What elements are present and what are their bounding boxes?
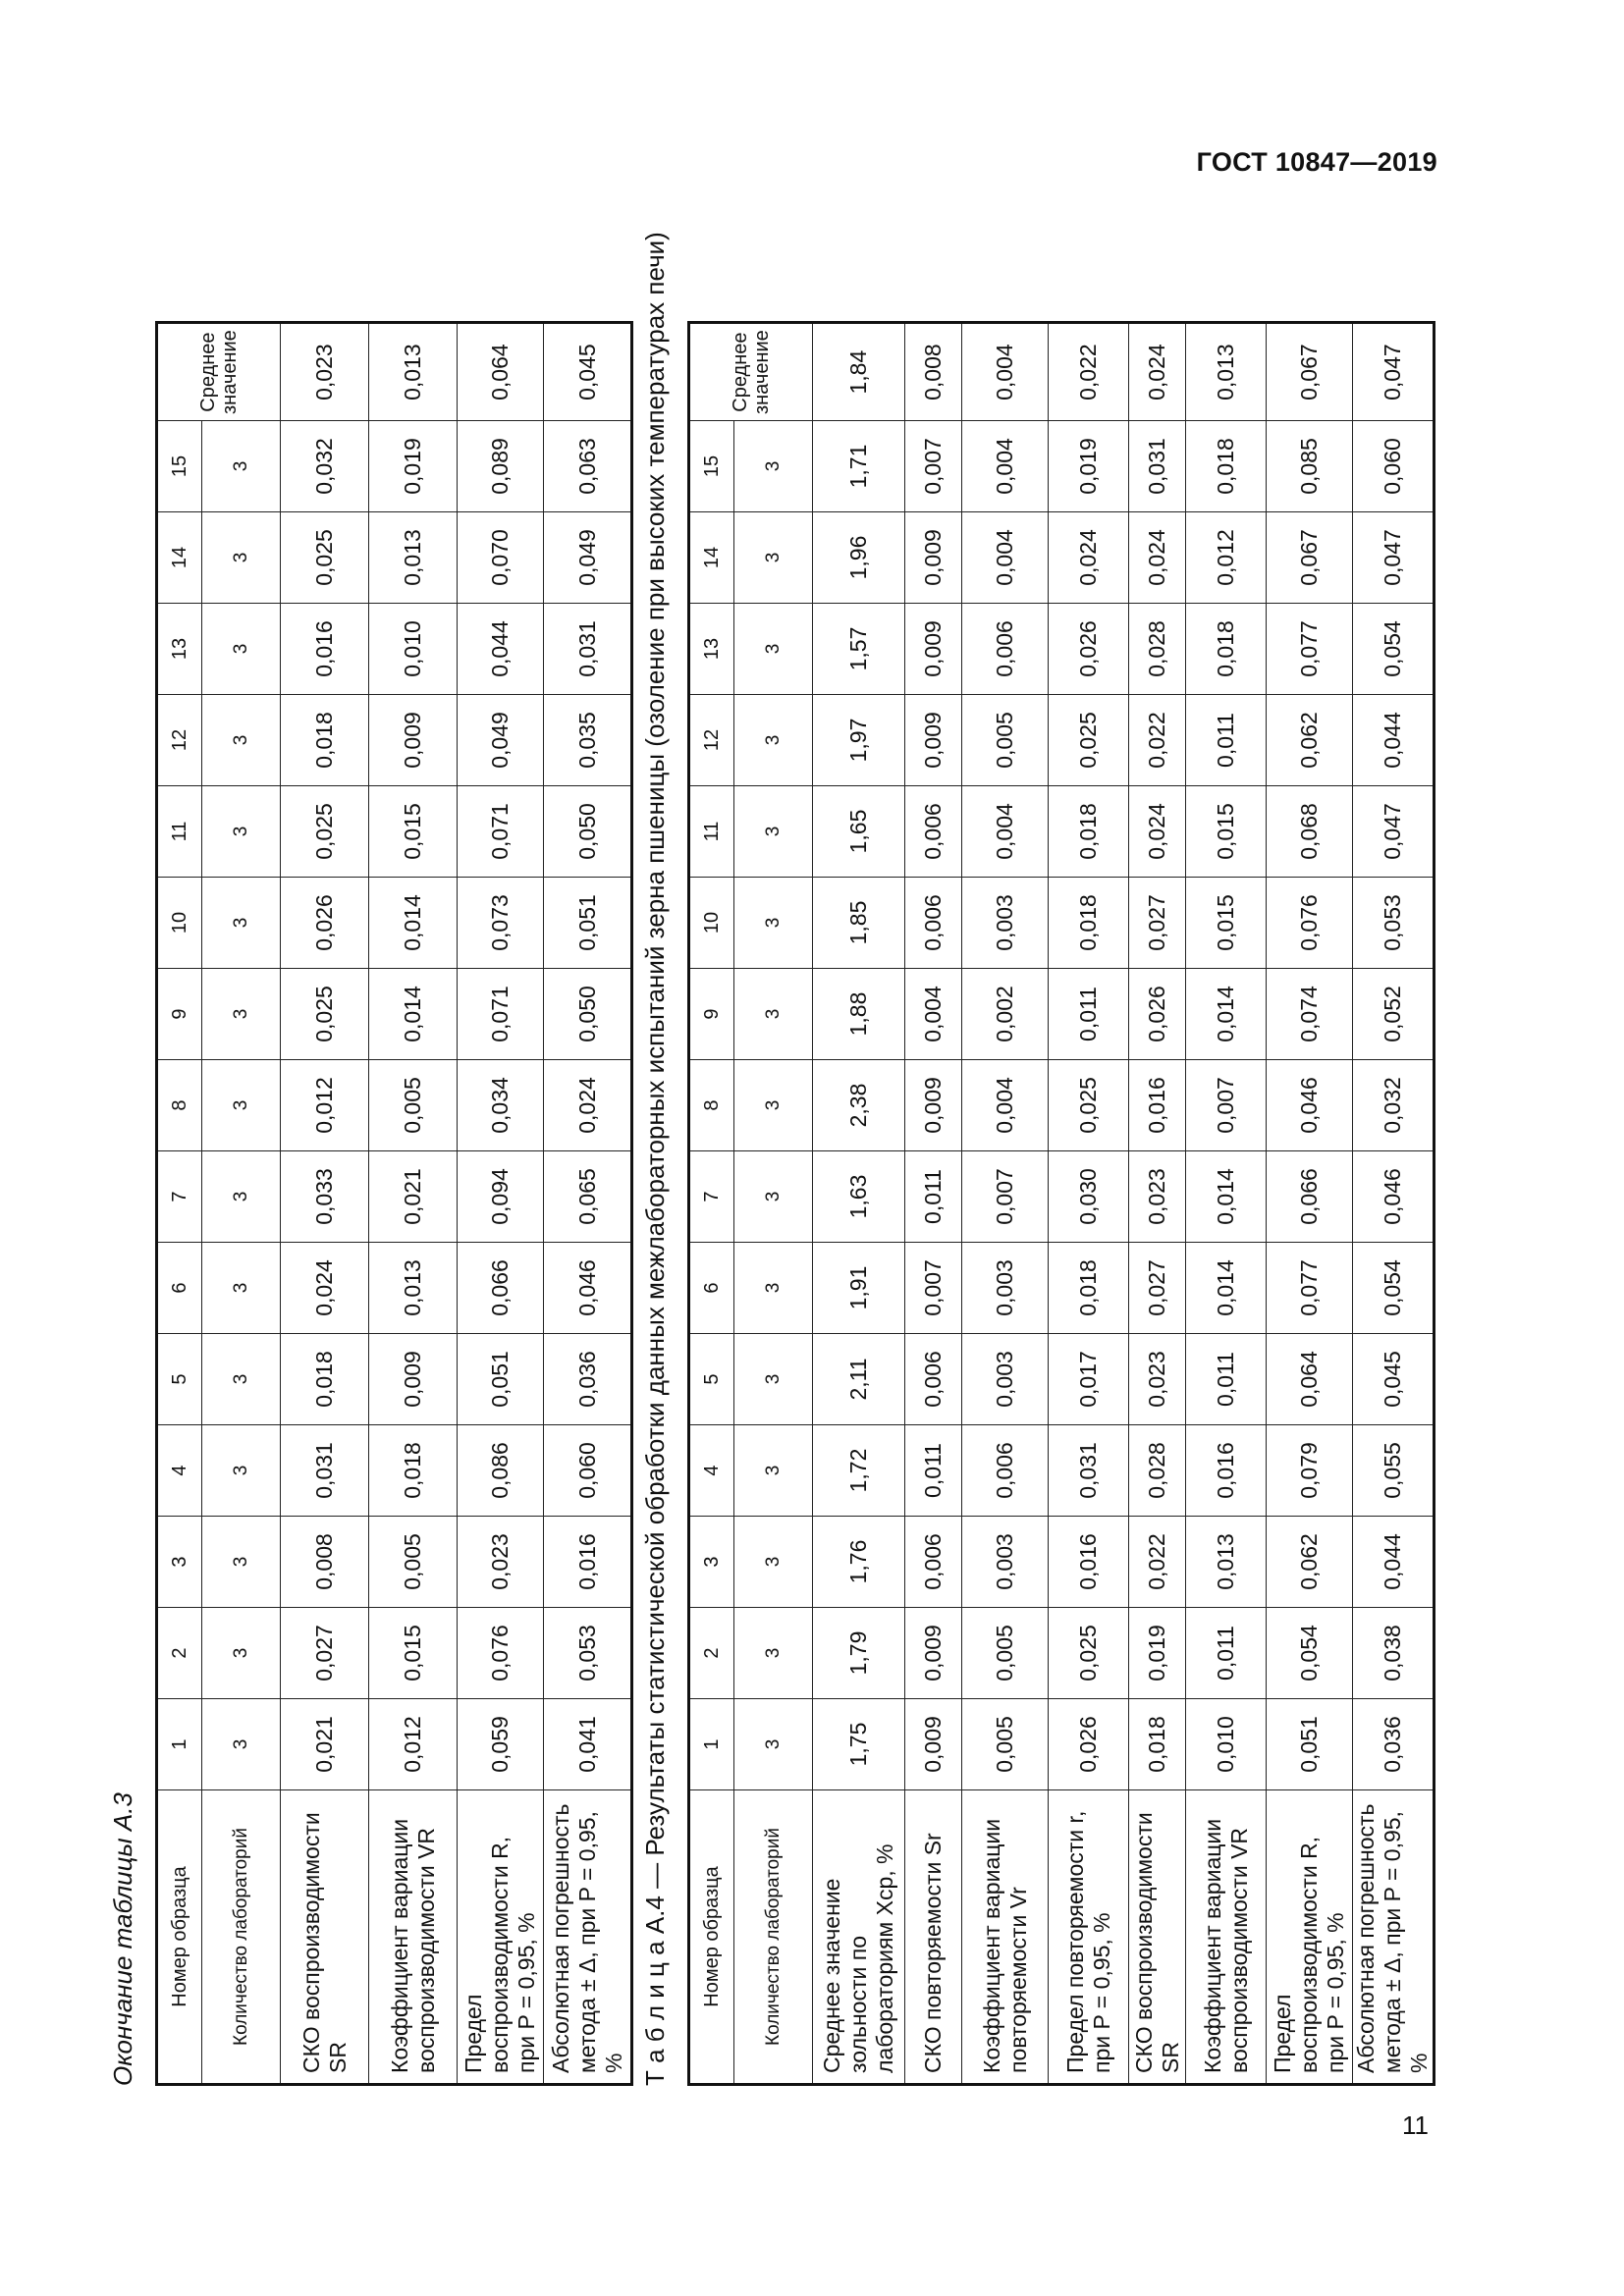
row-label: Предел воспроизводимости R, при P = 0,95, % [458, 1790, 544, 2085]
cell-value: 1,63 [813, 1151, 905, 1243]
lab-count-label: Количество лабораторий [734, 1790, 813, 2085]
cell-value: 0,014 [1186, 969, 1267, 1060]
sample-number-7: 7 [157, 1151, 202, 1243]
table-row [962, 323, 1049, 2085]
table-row [369, 323, 458, 2085]
cell-value: 0,076 [458, 1608, 544, 1699]
cell-value: 0,050 [544, 969, 632, 1060]
cell-value: 0,026 [281, 878, 369, 969]
sample-number-5: 5 [689, 1334, 734, 1425]
cell-value: 0,036 [544, 1334, 632, 1425]
cell-value: 0,031 [281, 1425, 369, 1517]
cell-value: 1,96 [813, 512, 905, 604]
row-label: Предел воспроизводимости R, при P = 0,95, % [1267, 1790, 1353, 2085]
row-label: Абсолютная погрешность метода ± Δ, при P = 0,95, % [1353, 1790, 1435, 2085]
sample-number-11: 11 [689, 786, 734, 878]
lab-count-value: 3 [202, 786, 281, 878]
cell-value: 0,009 [905, 512, 962, 604]
row-label: Коэффициент вариации воспроизводимости VR [1186, 1790, 1267, 2085]
cell-value: 0,012 [1186, 512, 1267, 604]
cell-value: 0,019 [1049, 421, 1129, 512]
row-label: Предел повторяемости r, при P = 0,95, % [1049, 1790, 1129, 2085]
table-header-row [689, 323, 734, 2085]
cell-value: 0,070 [458, 512, 544, 604]
cell-value: 0,011 [1186, 695, 1267, 786]
table-row [1049, 323, 1129, 2085]
sample-number-2: 2 [157, 1608, 202, 1699]
lab-count-value: 3 [734, 969, 813, 1060]
cell-value: 0,023 [1129, 1151, 1186, 1243]
lab-count-value: 3 [734, 695, 813, 786]
cell-value: 0,018 [1186, 604, 1267, 695]
cell-value: 0,067 [1267, 512, 1353, 604]
cell-value: 0,032 [281, 421, 369, 512]
cell-value: 0,018 [1129, 1699, 1186, 1790]
sample-number-14: 14 [689, 512, 734, 604]
cell-value: 0,025 [281, 786, 369, 878]
cell-value: 0,012 [281, 1060, 369, 1151]
cell-value: 0,050 [544, 786, 632, 878]
sample-number-10: 10 [157, 878, 202, 969]
cell-value: 0,011 [1049, 969, 1129, 1060]
sample-number-12: 12 [157, 695, 202, 786]
cell-value: 0,007 [1186, 1060, 1267, 1151]
table-subheader-row [734, 323, 813, 2085]
cell-value: 0,060 [544, 1425, 632, 1517]
lab-count-value: 3 [202, 1151, 281, 1243]
cell-value: 0,046 [1267, 1060, 1353, 1151]
cell-value: 0,031 [544, 604, 632, 695]
cell-value: 0,009 [369, 1334, 458, 1425]
lab-count-value: 3 [734, 878, 813, 969]
row-average: 0,024 [1129, 323, 1186, 421]
sample-number-9: 9 [689, 969, 734, 1060]
lab-count-value: 3 [202, 1425, 281, 1517]
cell-value: 0,052 [1353, 969, 1435, 1060]
cell-value: 1,75 [813, 1699, 905, 1790]
lab-count-value: 3 [202, 1608, 281, 1699]
sample-number-15: 15 [157, 421, 202, 512]
cell-value: 0,063 [544, 421, 632, 512]
cell-value: 0,094 [458, 1151, 544, 1243]
cell-value: 0,022 [1129, 1517, 1186, 1608]
cell-value: 0,055 [1353, 1425, 1435, 1517]
sample-number-13: 13 [689, 604, 734, 695]
sample-number-6: 6 [689, 1243, 734, 1334]
cell-value: 0,014 [369, 969, 458, 1060]
cell-value: 0,077 [1267, 1243, 1353, 1334]
cell-value: 0,011 [1186, 1334, 1267, 1425]
table-subheader-row [202, 323, 281, 2085]
cell-value: 0,005 [962, 695, 1049, 786]
cell-value: 0,044 [1353, 1517, 1435, 1608]
cell-value: 0,008 [281, 1517, 369, 1608]
lab-count-value: 3 [202, 1334, 281, 1425]
cell-value: 0,049 [544, 512, 632, 604]
cell-value: 0,060 [1353, 421, 1435, 512]
sample-number-14: 14 [157, 512, 202, 604]
cell-value: 0,006 [905, 878, 962, 969]
row-average: 0,067 [1267, 323, 1353, 421]
lab-count-value: 3 [734, 1699, 813, 1790]
cell-value: 1,71 [813, 421, 905, 512]
cell-value: 0,003 [962, 1517, 1049, 1608]
lab-count-value: 3 [734, 786, 813, 878]
cell-value: 0,018 [281, 695, 369, 786]
cell-value: 0,004 [962, 786, 1049, 878]
cell-value: 0,014 [1186, 1151, 1267, 1243]
sample-number-15: 15 [689, 421, 734, 512]
table-row [544, 323, 632, 2085]
cell-value: 0,004 [905, 969, 962, 1060]
cell-value: 0,086 [458, 1425, 544, 1517]
cell-value: 0,079 [1267, 1425, 1353, 1517]
cell-value: 0,077 [1267, 604, 1353, 695]
cell-value: 0,071 [458, 786, 544, 878]
cell-value: 0,014 [369, 878, 458, 969]
cell-value: 0,032 [1353, 1060, 1435, 1151]
sample-number-2: 2 [689, 1608, 734, 1699]
column-header-label: Номер образца [689, 1790, 734, 2085]
cell-value: 0,066 [458, 1243, 544, 1334]
cell-value: 0,006 [905, 1517, 962, 1608]
lab-count-value: 3 [734, 1243, 813, 1334]
cell-value: 0,006 [962, 1425, 1049, 1517]
cell-value: 0,024 [544, 1060, 632, 1151]
cell-value: 0,024 [281, 1243, 369, 1334]
cell-value: 0,028 [1129, 604, 1186, 695]
lab-count-label: Количество лабораторий [202, 1790, 281, 2085]
lab-count-value: 3 [202, 604, 281, 695]
cell-value: 0,016 [1186, 1425, 1267, 1517]
cell-value: 1,97 [813, 695, 905, 786]
sample-number-5: 5 [157, 1334, 202, 1425]
cell-value: 1,88 [813, 969, 905, 1060]
row-average: 1,84 [813, 323, 905, 421]
cell-value: 0,018 [1049, 786, 1129, 878]
cell-value: 0,010 [1186, 1699, 1267, 1790]
cell-value: 0,011 [905, 1151, 962, 1243]
row-average: 0,023 [281, 323, 369, 421]
cell-value: 0,030 [1049, 1151, 1129, 1243]
cell-value: 0,017 [1049, 1334, 1129, 1425]
lab-count-value: 3 [202, 421, 281, 512]
cell-value: 0,005 [962, 1699, 1049, 1790]
cell-value: 0,024 [1129, 786, 1186, 878]
cell-value: 0,022 [1129, 695, 1186, 786]
cell-value: 0,044 [1353, 695, 1435, 786]
sample-number-11: 11 [157, 786, 202, 878]
cell-value: 0,003 [962, 878, 1049, 969]
cell-value: 0,004 [962, 421, 1049, 512]
lab-count-value: 3 [202, 1060, 281, 1151]
row-average: 0,008 [905, 323, 962, 421]
lab-count-value: 3 [734, 1060, 813, 1151]
cell-value: 0,024 [1129, 512, 1186, 604]
cell-value: 0,046 [544, 1243, 632, 1334]
cell-value: 0,016 [544, 1517, 632, 1608]
cell-value: 0,014 [1186, 1243, 1267, 1334]
cell-value: 0,051 [544, 878, 632, 969]
lab-count-value: 3 [202, 1699, 281, 1790]
lab-count-value: 3 [734, 1425, 813, 1517]
cell-value: 0,034 [458, 1060, 544, 1151]
cell-value: 0,062 [1267, 695, 1353, 786]
cell-value: 0,054 [1353, 1243, 1435, 1334]
cell-value: 1,72 [813, 1425, 905, 1517]
cell-value: 0,025 [1049, 695, 1129, 786]
row-average: 0,004 [962, 323, 1049, 421]
cell-value: 0,038 [1353, 1608, 1435, 1699]
cell-value: 0,031 [1049, 1425, 1129, 1517]
lab-count-value: 3 [202, 695, 281, 786]
cell-value: 0,015 [369, 1608, 458, 1699]
cell-value: 0,013 [1186, 1517, 1267, 1608]
cell-value: 0,025 [281, 512, 369, 604]
cell-value: 0,026 [1129, 969, 1186, 1060]
cell-value: 0,005 [962, 1608, 1049, 1699]
cell-value: 0,033 [281, 1151, 369, 1243]
table-row [281, 323, 369, 2085]
cell-value: 0,053 [544, 1608, 632, 1699]
cell-value: 1,85 [813, 878, 905, 969]
cell-value: 0,085 [1267, 421, 1353, 512]
lab-count-value: 3 [202, 969, 281, 1060]
row-label: СКО воспроизводимости SR [281, 1790, 369, 2085]
cell-value: 0,009 [905, 1060, 962, 1151]
cell-value: 0,023 [1129, 1334, 1186, 1425]
lab-count-value: 3 [734, 604, 813, 695]
table-a3-caption: Окончание таблицы А.3 [108, 1792, 137, 2086]
cell-value: 1,91 [813, 1243, 905, 1334]
row-average: 0,047 [1353, 323, 1435, 421]
cell-value: 0,011 [1186, 1608, 1267, 1699]
lab-count-value: 3 [734, 1334, 813, 1425]
column-header-label: Номер образца [157, 1790, 202, 2085]
cell-value: 0,016 [281, 604, 369, 695]
cell-value: 0,023 [458, 1517, 544, 1608]
table-row [1129, 323, 1186, 2085]
cell-value: 0,007 [962, 1151, 1049, 1243]
cell-value: 0,059 [458, 1699, 544, 1790]
cell-value: 0,009 [905, 1608, 962, 1699]
document-number: ГОСТ 10847—2019 [1196, 147, 1437, 177]
cell-value: 0,009 [369, 695, 458, 786]
sample-number-8: 8 [157, 1060, 202, 1151]
cell-value: 0,041 [544, 1699, 632, 1790]
sample-number-4: 4 [157, 1425, 202, 1517]
row-label: СКО повторяемости Sr [905, 1790, 962, 2085]
row-average: 0,022 [1049, 323, 1129, 421]
average-column-header: Среднее значение [689, 323, 813, 421]
cell-value: 0,027 [1129, 1243, 1186, 1334]
cell-value: 1,65 [813, 786, 905, 878]
cell-value: 0,015 [369, 786, 458, 878]
cell-value: 0,016 [1129, 1060, 1186, 1151]
cell-value: 0,016 [1049, 1517, 1129, 1608]
cell-value: 0,025 [1049, 1060, 1129, 1151]
cell-value: 0,025 [1049, 1608, 1129, 1699]
cell-value: 0,013 [369, 1243, 458, 1334]
cell-value: 0,010 [369, 604, 458, 695]
sample-number-6: 6 [157, 1243, 202, 1334]
cell-value: 0,076 [1267, 878, 1353, 969]
cell-value: 0,009 [905, 604, 962, 695]
row-label: Коэффициент вариации повторяемости Vr [962, 1790, 1049, 2085]
table-a4-block [640, 231, 1435, 2086]
cell-value: 1,79 [813, 1608, 905, 1699]
sample-number-7: 7 [689, 1151, 734, 1243]
table-a4-caption: Т а б л и ц а А.4 — Результаты статистической обработки данных межлабораторных испытаний зерна пшеницы (озоление при высоких температурах печи) [640, 232, 670, 2086]
lab-count-value: 3 [202, 1243, 281, 1334]
sample-number-3: 3 [157, 1517, 202, 1608]
cell-value: 0,005 [369, 1517, 458, 1608]
average-column-header: Среднее значение [157, 323, 281, 421]
cell-value: 0,011 [905, 1425, 962, 1517]
cell-value: 0,003 [962, 1334, 1049, 1425]
page-number: 11 [1402, 2110, 1429, 2140]
cell-value: 0,004 [962, 1060, 1049, 1151]
cell-value: 0,009 [905, 1699, 962, 1790]
cell-value: 0,036 [1353, 1699, 1435, 1790]
cell-value: 0,015 [1186, 878, 1267, 969]
cell-value: 0,031 [1129, 421, 1186, 512]
cell-value: 0,054 [1353, 604, 1435, 695]
cell-value: 0,006 [905, 786, 962, 878]
cell-value: 0,005 [369, 1060, 458, 1151]
sample-number-3: 3 [689, 1517, 734, 1608]
cell-value: 0,054 [1267, 1608, 1353, 1699]
cell-value: 0,027 [281, 1608, 369, 1699]
cell-value: 2,11 [813, 1334, 905, 1425]
sample-number-8: 8 [689, 1060, 734, 1151]
cell-value: 0,071 [458, 969, 544, 1060]
cell-value: 1,57 [813, 604, 905, 695]
cell-value: 0,027 [1129, 878, 1186, 969]
cell-value: 0,053 [1353, 878, 1435, 969]
cell-value: 0,009 [905, 695, 962, 786]
cell-value: 0,025 [281, 969, 369, 1060]
sample-number-4: 4 [689, 1425, 734, 1517]
cell-value: 0,018 [1049, 878, 1129, 969]
row-average: 0,045 [544, 323, 632, 421]
cell-value: 0,007 [905, 1243, 962, 1334]
cell-value: 0,006 [905, 1334, 962, 1425]
table-a3 [155, 321, 633, 2086]
cell-value: 0,004 [962, 512, 1049, 604]
cell-value: 0,068 [1267, 786, 1353, 878]
table-a3-block [108, 231, 633, 2086]
table-row [1267, 323, 1353, 2085]
cell-value: 0,028 [1129, 1425, 1186, 1517]
cell-value: 0,019 [1129, 1608, 1186, 1699]
lab-count-value: 3 [202, 878, 281, 969]
lab-count-value: 3 [734, 1608, 813, 1699]
cell-value: 0,018 [1186, 421, 1267, 512]
cell-value: 0,018 [281, 1334, 369, 1425]
cell-value: 0,013 [369, 512, 458, 604]
cell-value: 0,062 [1267, 1517, 1353, 1608]
cell-value: 0,089 [458, 421, 544, 512]
lab-count-value: 3 [734, 1151, 813, 1243]
cell-value: 0,026 [1049, 604, 1129, 695]
cell-value: 0,021 [369, 1151, 458, 1243]
cell-value: 0,018 [1049, 1243, 1129, 1334]
row-label: Среднее значение зольности по лабораториям Xср, % [813, 1790, 905, 2085]
sample-number-13: 13 [157, 604, 202, 695]
cell-value: 0,019 [369, 421, 458, 512]
cell-value: 0,065 [544, 1151, 632, 1243]
cell-value: 0,047 [1353, 512, 1435, 604]
sample-number-9: 9 [157, 969, 202, 1060]
lab-count-value: 3 [202, 1517, 281, 1608]
cell-value: 0,024 [1049, 512, 1129, 604]
row-average: 0,013 [369, 323, 458, 421]
cell-value: 0,007 [905, 421, 962, 512]
table-row [458, 323, 544, 2085]
table-row [1353, 323, 1435, 2085]
row-label: Коэффициент вариации воспроизводимости VR [369, 1790, 458, 2085]
cell-value: 0,047 [1353, 786, 1435, 878]
cell-value: 0,051 [1267, 1699, 1353, 1790]
row-label: СКО воспроизводимости SR [1129, 1790, 1186, 2085]
sample-number-1: 1 [157, 1699, 202, 1790]
cell-value: 0,066 [1267, 1151, 1353, 1243]
cell-value: 0,074 [1267, 969, 1353, 1060]
cell-value: 0,018 [369, 1425, 458, 1517]
cell-value: 1,76 [813, 1517, 905, 1608]
lab-count-value: 3 [734, 512, 813, 604]
cell-value: 0,015 [1186, 786, 1267, 878]
cell-value: 2,38 [813, 1060, 905, 1151]
lab-count-value: 3 [202, 512, 281, 604]
table-row [905, 323, 962, 2085]
sample-number-12: 12 [689, 695, 734, 786]
table-a4 [687, 321, 1435, 2086]
cell-value: 0,044 [458, 604, 544, 695]
cell-value: 0,049 [458, 695, 544, 786]
cell-value: 0,026 [1049, 1699, 1129, 1790]
sample-number-10: 10 [689, 878, 734, 969]
table-row [813, 323, 905, 2085]
cell-value: 0,073 [458, 878, 544, 969]
lab-count-value: 3 [734, 421, 813, 512]
cell-value: 0,064 [1267, 1334, 1353, 1425]
cell-value: 0,051 [458, 1334, 544, 1425]
sample-number-1: 1 [689, 1699, 734, 1790]
cell-value: 0,012 [369, 1699, 458, 1790]
cell-value: 0,003 [962, 1243, 1049, 1334]
cell-value: 0,006 [962, 604, 1049, 695]
row-average: 0,013 [1186, 323, 1267, 421]
cell-value: 0,045 [1353, 1334, 1435, 1425]
cell-value: 0,021 [281, 1699, 369, 1790]
table-header-row [157, 323, 202, 2085]
table-row [1186, 323, 1267, 2085]
cell-value: 0,046 [1353, 1151, 1435, 1243]
lab-count-value: 3 [734, 1517, 813, 1608]
row-label: Абсолютная погрешность метода ± Δ, при P = 0,95, % [544, 1790, 632, 2085]
cell-value: 0,035 [544, 695, 632, 786]
cell-value: 0,002 [962, 969, 1049, 1060]
row-average: 0,064 [458, 323, 544, 421]
